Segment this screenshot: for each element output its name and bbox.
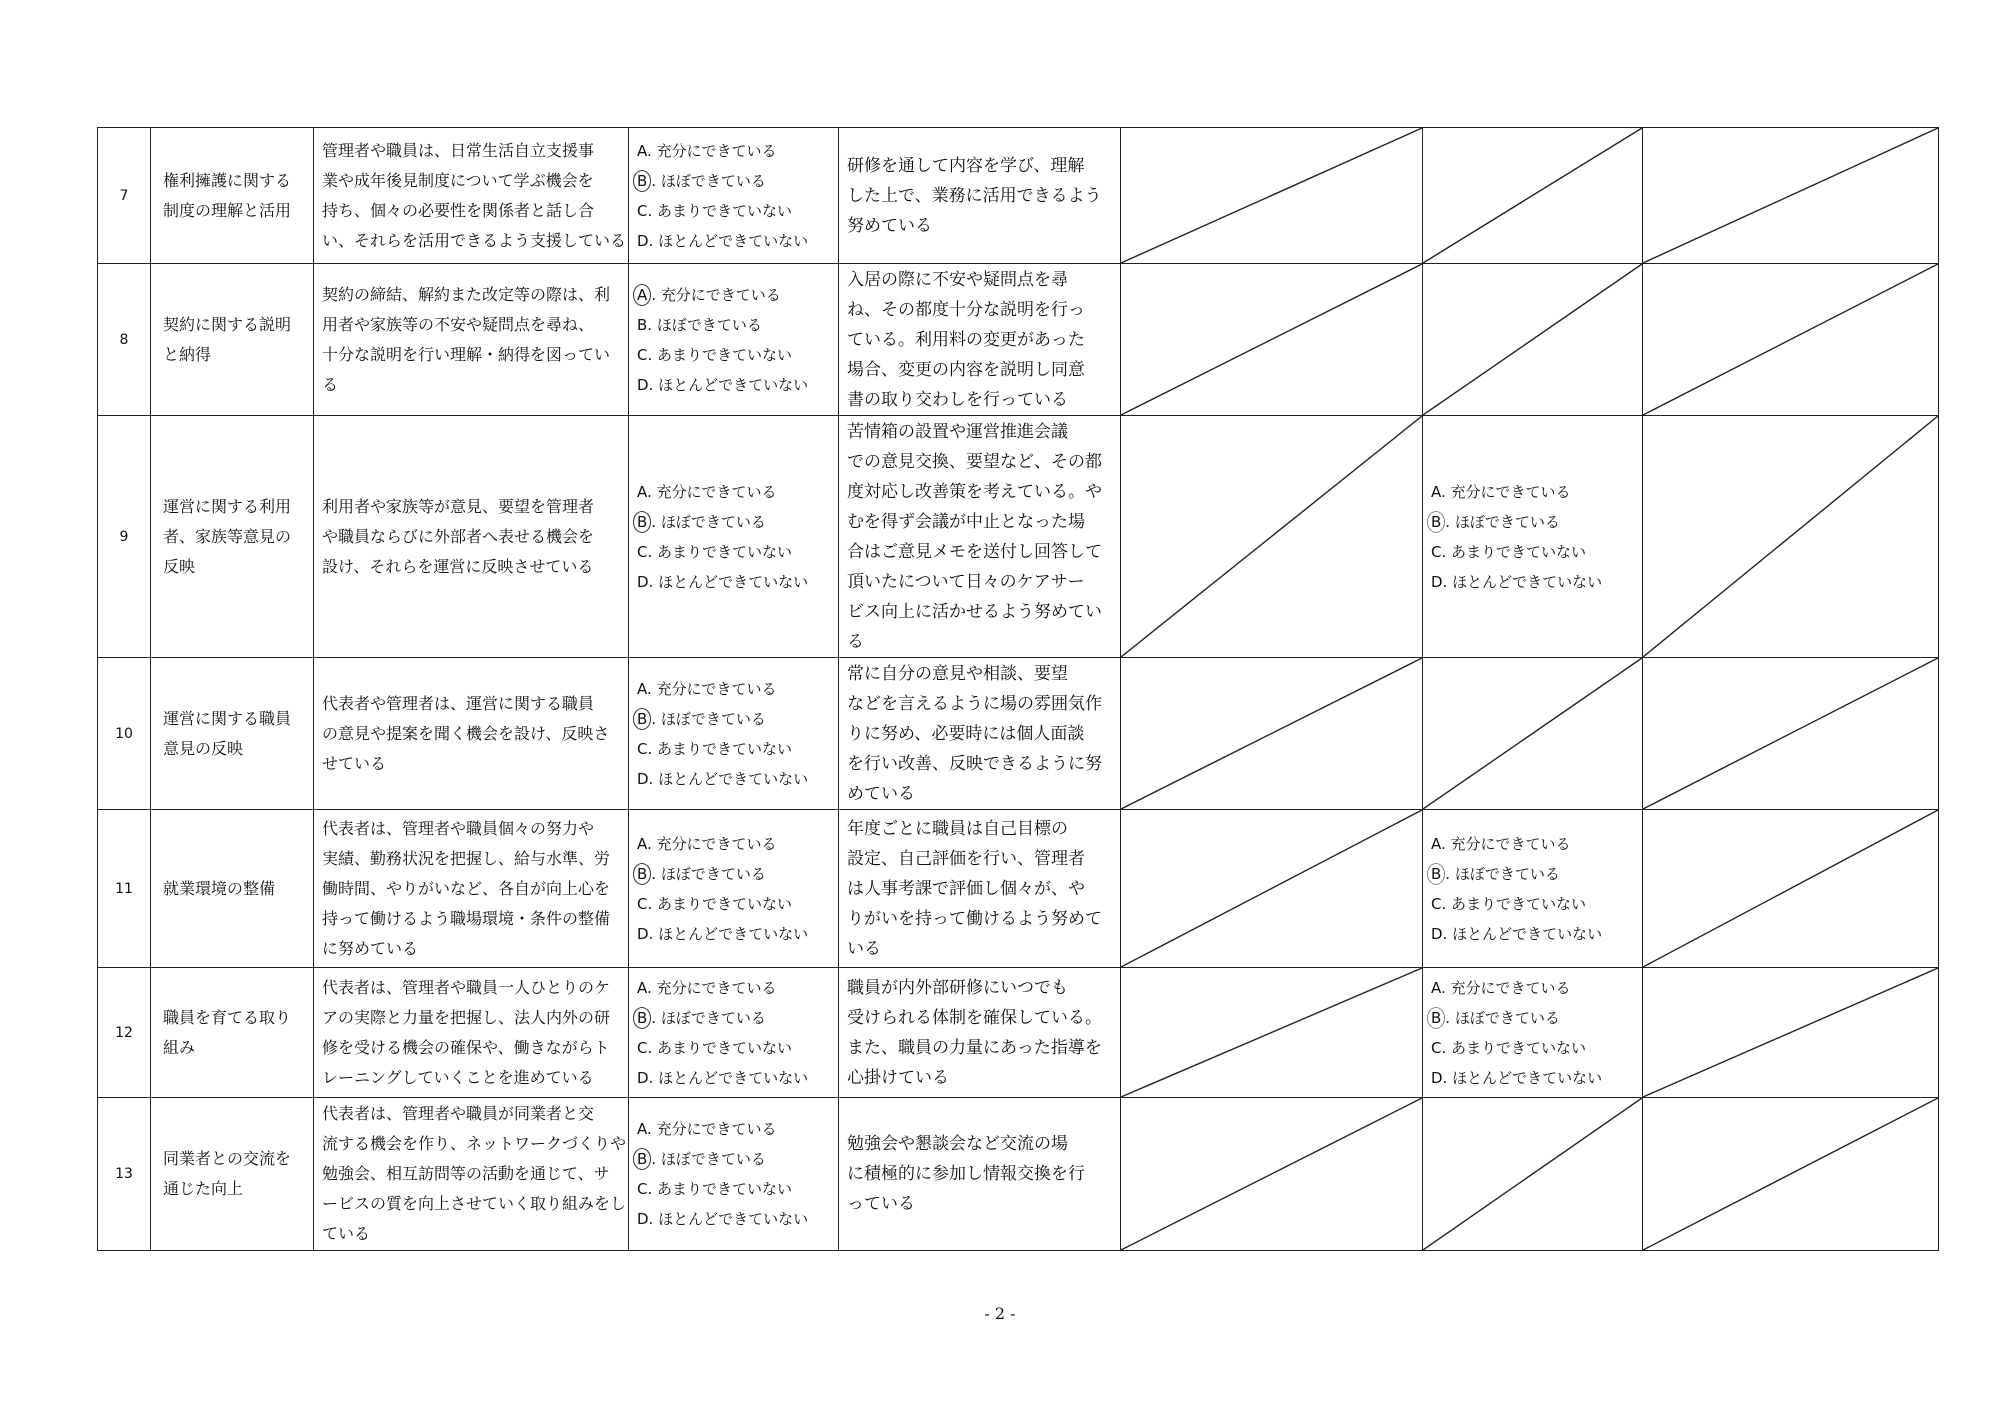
eval-option: C. あまりできていない [637,201,793,220]
practice-comment-line: る [847,631,864,652]
row-number: 12 [98,968,151,1098]
item-description-line: ている [322,1224,371,1243]
eval-option: D. ほとんどできていない [637,375,809,394]
practice-comment-line: に積極的に参加し情報交換を行 [847,1164,1085,1184]
practice-comment-line: りに努め、必要時には個人面談 [847,723,1085,744]
next-step-cell [1643,264,1939,416]
external-comment-cell [1121,128,1423,264]
item-description-line: 管理者や職員は、日常生活自立支援事 [322,140,595,160]
item-description-line: 働時間、やりがいなど、各自が向上心を [322,878,611,898]
external-comment-cell [1121,416,1423,658]
practice-comment-line: ている。利用料の変更があった [847,329,1085,350]
item-description [314,968,629,1098]
row-number: 11 [98,810,151,968]
eval-option: A. 充分にできている [637,679,777,698]
table-row [98,416,1939,658]
diagonal-strike-line [1423,1098,1642,1250]
row-number: 9 [98,416,151,658]
practice-comment-line: むを得ず会議が中止となった場 [847,511,1085,532]
eval-option: B . ほぼできている [637,507,838,537]
practice-comment [839,1098,1121,1251]
practice-comment-line: 合はご意見メモを送付し回答して [847,541,1102,562]
item-title-line: 者、家族等意見の [163,526,292,546]
item-description-line: 持ち、個々の必要性を関係者と話し合 [322,200,595,220]
item-description-line: 用者や家族等の不安や疑問点を尋ね、 [322,314,595,334]
external-evaluation [1423,416,1643,658]
practice-comment-line: を行い改善、反映できるように努 [847,753,1102,774]
self-evaluation [629,968,839,1098]
next-step-cell [1643,1098,1939,1251]
diagonal-strike-line [1121,810,1422,967]
diagonal-strike-line [1121,1098,1422,1250]
eval-option: B . ほぼできている [1431,1003,1642,1033]
item-description [314,264,629,416]
item-description-line: 利用者や家族等が意見、要望を管理者 [322,496,595,516]
eval-option: C. あまりできていない [637,1180,793,1198]
diagonal-strike-line [1121,264,1422,415]
table-row [98,264,1939,416]
external-evaluation-cell [1423,658,1643,810]
item-title [151,416,314,658]
eval-option: C. あまりできていない [637,542,793,561]
practice-comment-line: 入居の際に不安や疑問点を尋 [847,269,1068,290]
item-description-line: 代表者は、管理者や職員が同業者と交 [322,1104,595,1123]
eval-option: C. あまりできていない [637,345,793,364]
eval-option: D. ほとんどできていない [637,1068,809,1087]
practice-comment-line: は人事考課で評価し個々が、や [847,878,1085,899]
item-title-line: 就業環境の整備 [163,878,276,898]
item-description-line: や職員ならびに外部者へ表せる機会を [322,526,595,546]
page-number: - 2 - [984,1304,1016,1323]
item-title-line: と納得 [163,344,212,364]
diagonal-strike-line [1643,968,1938,1097]
self-evaluation [629,658,839,810]
eval-option: B . ほぼできている [637,166,838,196]
row-number: 10 [98,658,151,810]
item-title [151,810,314,968]
practice-comment [839,658,1121,810]
eval-option: B . ほぼできている [1431,859,1642,889]
eval-option: D. ほとんどできていない [637,769,809,788]
practice-comment-line: 年度ごとに職員は自己目標の [847,818,1068,839]
eval-option: A . 充分にできている [637,280,838,310]
eval-option: B . ほぼできている [637,859,838,889]
practice-comment-line: 設定、自己評価を行い、管理者 [847,848,1085,869]
item-description-line: アの実際と力量を把握し、法人内外の研 [322,1007,611,1027]
item-title-line: 組み [163,1037,196,1057]
item-title-line: 運営に関する職員 [163,708,292,728]
practice-comment-line: ね、その都度十分な説明を行っ [847,299,1085,320]
practice-comment-line: 努めている [847,215,932,236]
item-description-line: の意見や提案を聞く機会を設け、反映さ [322,723,610,743]
external-comment-cell [1121,658,1423,810]
self-evaluation [629,810,839,968]
self-evaluation [629,264,839,416]
practice-comment-line: 書の取り交わしを行っている [847,389,1068,410]
eval-option: D. ほとんどできていない [637,1210,809,1228]
external-comment-cell [1121,264,1423,416]
item-description [314,1098,629,1251]
external-evaluation-cell [1423,128,1643,264]
item-description-line: 持って働けるよう職場環境・条件の整備 [322,908,611,928]
eval-option: A. 充分にできている [637,834,777,853]
eval-option: A. 充分にできている [637,482,777,501]
external-comment-cell [1121,810,1423,968]
next-step-cell [1643,658,1939,810]
diagonal-strike-line [1423,264,1642,415]
external-evaluation-cell [1423,264,1643,416]
diagonal-strike-line [1643,128,1938,263]
item-description-line: い、それらを活用できるよう支援している [322,230,627,250]
practice-comment-line: した上で、業務に活用できるよう [847,185,1102,206]
eval-option: C. あまりできていない [637,894,793,913]
practice-comment-line: 勉強会や懇談会など交流の場 [847,1134,1068,1154]
eval-option: D. ほとんどできていない [1431,1068,1603,1087]
item-title-line: 通じた向上 [163,1179,244,1198]
diagonal-strike-line [1423,128,1642,263]
external-comment-cell [1121,968,1423,1098]
practice-comment-line: りがいを持って働けるよう努めて [847,908,1102,929]
table-row [98,658,1939,810]
item-description [314,658,629,810]
practice-comment [839,968,1121,1098]
eval-option: A. 充分にできている [637,141,777,160]
table-row [98,1098,1939,1251]
self-evaluation [629,128,839,264]
practice-comment-line: 受けられる体制を確保している。 [847,1007,1102,1028]
eval-option: C. あまりできていない [1431,1038,1587,1057]
eval-option: A. 充分にできている [1431,978,1571,997]
item-title-line: 職員を育てる取り [163,1007,292,1027]
item-description [314,416,629,658]
practice-comment-line: めている [847,783,915,804]
practice-comment-line: ビス向上に活かせるよう努めてい [847,601,1102,622]
next-step-cell [1643,810,1939,968]
diagonal-strike-line [1643,416,1938,657]
practice-comment-line: 場合、変更の内容を説明し同意 [847,359,1085,380]
item-description-line: レーニングしていくことを進めている [322,1067,594,1087]
eval-option: D. ほとんどできていない [1431,924,1603,943]
next-step-cell [1643,128,1939,264]
item-title-line: 制度の理解と活用 [163,200,292,220]
eval-option: D. ほとんどできていない [637,231,809,250]
item-description-line: せている [322,753,387,773]
practice-comment-line: っている [847,1194,915,1214]
eval-option: C. あまりできていない [1431,542,1587,561]
item-title-line: 意見の反映 [163,738,244,758]
practice-comment-line: 頂いたについて日々のケアサー [847,571,1085,592]
diagonal-strike-line [1121,968,1422,1097]
eval-option: A. 充分にできている [637,978,777,997]
practice-comment-line: での意見交換、要望など、その都 [847,451,1102,472]
item-description-line: 流する機会を作り、ネットワークづくりや [322,1134,627,1153]
diagonal-strike-line [1423,658,1642,809]
diagonal-strike-line [1643,264,1938,415]
eval-option: D. ほとんどできていない [1431,572,1603,591]
diagonal-strike-line [1643,810,1938,967]
item-title-line: 契約に関する説明 [163,314,292,334]
external-evaluation [1423,810,1643,968]
item-description [314,128,629,264]
item-description-line: 代表者や管理者は、運営に関する職員 [322,693,595,713]
item-title [151,968,314,1098]
practice-comment-line: 常に自分の意見や相談、要望 [847,663,1068,684]
item-title [151,658,314,810]
external-evaluation-cell [1423,1098,1643,1251]
table-row [98,128,1939,264]
eval-option: B . ほぼできている [637,1003,838,1033]
diagonal-strike-line [1121,658,1422,809]
eval-option: A. 充分にできている [637,1120,777,1138]
practice-comment-line: いる [847,938,881,959]
item-description-line: に努めている [322,938,419,958]
item-description-line: 代表者は、管理者や職員一人ひとりのケ [322,977,611,997]
practice-comment-line: 心掛けている [847,1067,949,1088]
eval-option: B. ほぼできている [637,315,762,334]
diagonal-strike-line [1643,1098,1938,1250]
row-number: 13 [98,1098,151,1251]
item-description-line: る [322,374,339,394]
item-title [151,264,314,416]
item-description-line: 契約の締結、解約また改定等の際は、利 [322,284,611,304]
table-row [98,968,1939,1098]
eval-option: B . ほぼできている [637,1144,838,1174]
row-number: 7 [98,128,151,264]
eval-option: C. あまりできていない [637,739,793,758]
eval-option: C. あまりできていない [637,1038,793,1057]
evaluation-table [97,127,1939,1251]
table-row [98,810,1939,968]
item-title-line: 権利擁護に関する [163,170,292,190]
diagonal-strike-line [1643,658,1938,809]
self-evaluation [629,416,839,658]
external-evaluation [1423,968,1643,1098]
eval-option: B . ほぼできている [1431,507,1642,537]
item-title [151,1098,314,1251]
item-description-line: ービスの質を向上させていく取り組みをし [322,1194,627,1213]
row-number: 8 [98,264,151,416]
practice-comment-line: また、職員の力量にあった指導を [847,1037,1102,1058]
practice-comment-line: 苦情箱の設置や運営推進会議 [847,421,1068,442]
eval-option: A. 充分にできている [1431,482,1571,501]
item-description [314,810,629,968]
practice-comment [839,128,1121,264]
external-comment-cell [1121,1098,1423,1251]
next-step-cell [1643,968,1939,1098]
item-description-line: 修を受ける機会の確保や、働きながらト [322,1037,610,1057]
item-description-line: 代表者は、管理者や職員個々の努力や [322,818,595,838]
item-description-line: 設け、それらを運営に反映させている [322,556,594,576]
practice-comment-line: 研修を通して内容を学び、理解 [847,155,1085,176]
item-title-line: 運営に関する利用 [163,496,292,516]
item-title [151,128,314,264]
item-description-line: 実績、勤務状況を把握し、給与水準、労 [322,848,611,868]
practice-comment [839,810,1121,968]
item-description-line: 業や成年後見制度について学ぶ機会を [322,170,594,190]
eval-option: A. 充分にできている [1431,834,1571,853]
practice-comment [839,264,1121,416]
eval-option: C. あまりできていない [1431,894,1587,913]
practice-comment-line: などを言えるように場の雰囲気作 [847,693,1102,714]
diagonal-strike-line [1121,416,1422,657]
eval-option: B . ほぼできている [637,704,838,734]
item-description-line: 勉強会、相互訪問等の活動を通じて、サ [322,1164,610,1183]
practice-comment-line: 職員が内外部研修にいつでも [847,977,1068,998]
item-title-line: 反映 [163,556,196,576]
eval-option: D. ほとんどできていない [637,924,809,943]
self-evaluation [629,1098,839,1251]
eval-option: D. ほとんどできていない [637,572,809,591]
next-step-cell [1643,416,1939,658]
practice-comment [839,416,1121,658]
item-title-line: 同業者との交流を [163,1149,292,1168]
practice-comment-line: 度対応し改善策を考えている。や [847,481,1102,502]
item-description-line: 十分な説明を行い理解・納得を図ってい [322,344,611,364]
diagonal-strike-line [1121,128,1422,263]
